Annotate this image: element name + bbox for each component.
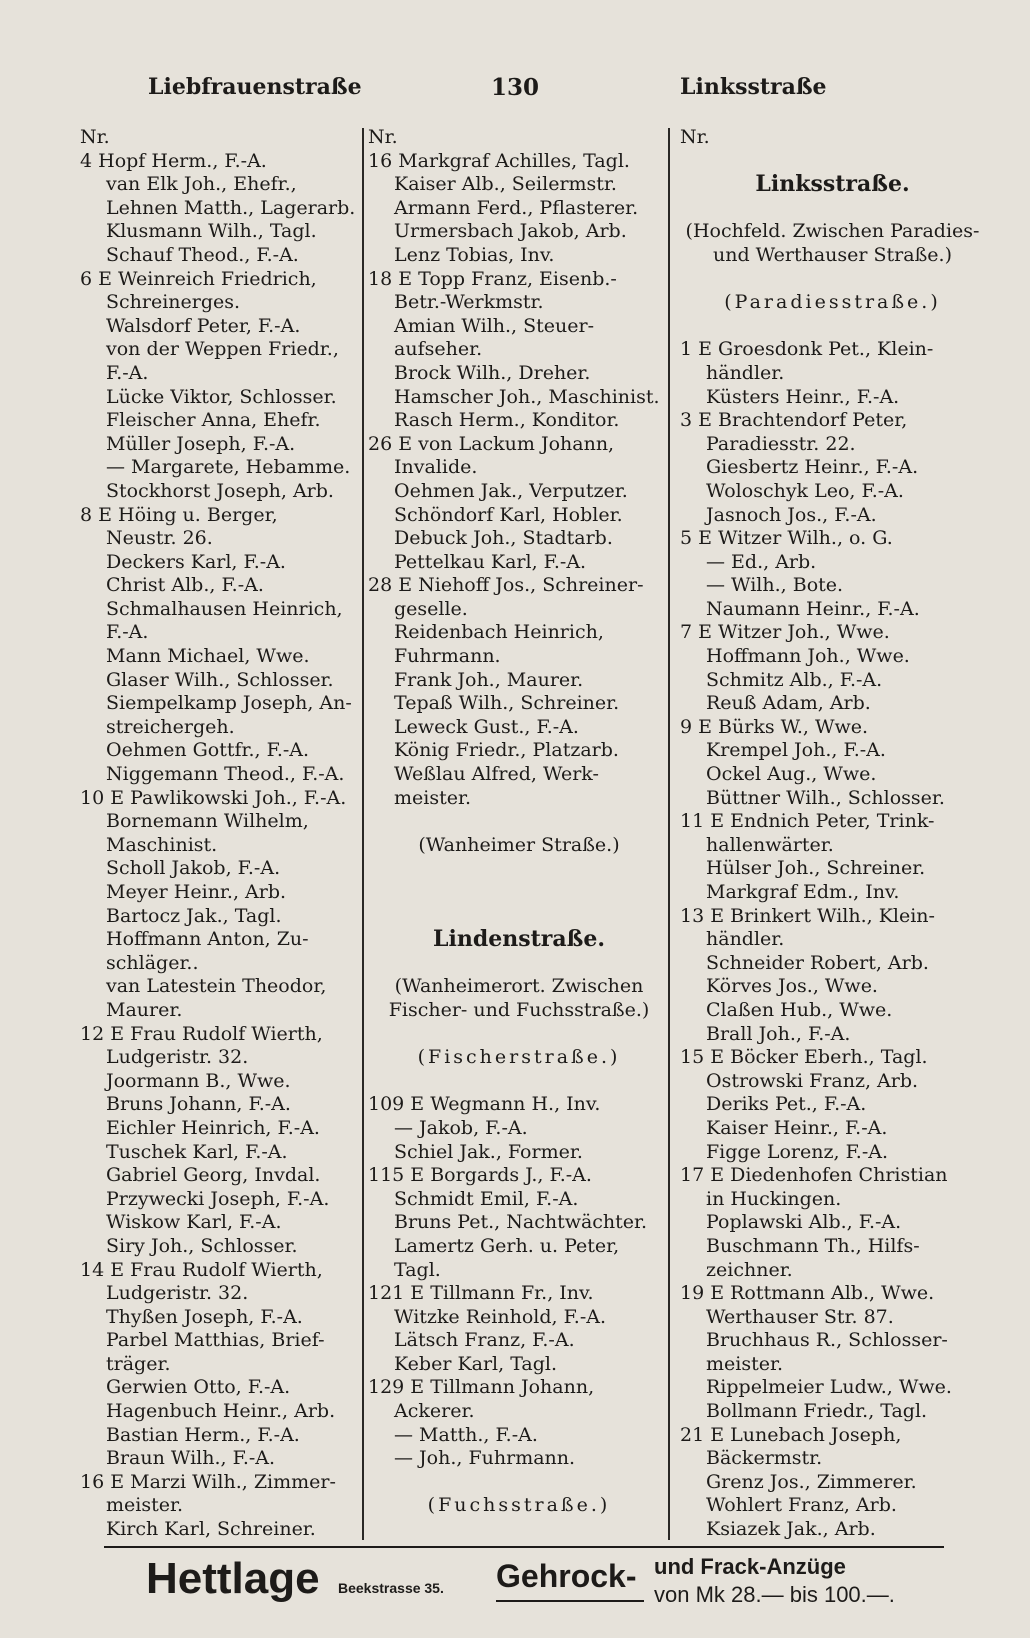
entry-line: (Wanheimerort. Zwischen — [394, 975, 644, 998]
entry-line — [368, 1023, 670, 1047]
entry-line: und Werthauser Straße.) — [713, 243, 952, 266]
entry-line: Wohlert Franz, Arb. — [706, 1494, 897, 1517]
entry-line: Braun Wilh., F.-A. — [106, 1447, 276, 1470]
entry-line: Neustr. 26. — [106, 527, 213, 550]
entry-line: (Wanheimer Straße.) — [418, 833, 620, 856]
entry-line: händler. — [706, 928, 785, 951]
entry-line: Urmersbach Jakob, Arb. — [394, 220, 627, 243]
column-3 — [680, 126, 985, 1542]
entry-line: Schneider Robert, Arb. — [706, 951, 929, 974]
entry-line: Poplawski Alb., F.-A. — [706, 1211, 902, 1234]
entry-line: Hoffmann Joh., Wwe. — [706, 645, 910, 668]
entry-line: hallenwärter. — [706, 833, 834, 856]
entry-line: Debuck Joh., Stadtarb. — [394, 527, 613, 550]
ad-product-underline — [496, 1600, 644, 1602]
entry-line: 5 E Witzer Wilh., o. G. — [680, 527, 893, 550]
entry-line: Wiskow Karl, F.-A. — [106, 1211, 282, 1234]
entry-line: 129 E Tillmann Johann, — [368, 1376, 595, 1399]
entry-line: Ockel Aug., Wwe. — [706, 763, 877, 786]
entry-line: 121 E Tillmann Fr., Inv. — [368, 1282, 594, 1305]
entry-line: van Latestein Theodor, — [106, 975, 327, 998]
entry-line: (Paradiesstraße.) — [724, 291, 941, 314]
entry-line: 28 E Niehoff Jos., Schreiner- — [368, 574, 644, 597]
entry-line: schläger.. — [106, 951, 199, 974]
entry-line: Deckers Karl, F.-A. — [106, 550, 286, 573]
entry-line: Giesbertz Heinr., F.-A. — [706, 456, 919, 479]
entry-line: Ludgeristr. 32. — [106, 1046, 249, 1069]
entry-line: 19 E Rottmann Alb., Wwe. — [680, 1282, 935, 1305]
entry-line: 16 Markgraf Achilles, Tagl. — [368, 149, 630, 172]
entry-line: Schöndorf Karl, Hobler. — [394, 503, 623, 526]
entry-line: Woloschyk Leo, F.-A. — [706, 479, 904, 502]
entry-line: Ostrowski Franz, Arb. — [706, 1069, 919, 1092]
entry-line: träger. — [106, 1352, 171, 1375]
entry-line: 4 Hopf Herm., F.-A. — [80, 149, 267, 172]
entry-line: Tuschek Karl, F.-A. — [106, 1140, 288, 1163]
entry-line: Ludgeristr. 32. — [106, 1282, 249, 1305]
entry-line: Mann Michael, Wwe. — [106, 645, 310, 668]
entry-line: Maurer. — [106, 998, 183, 1021]
entry-line: zeichner. — [706, 1258, 793, 1281]
entry-line — [368, 810, 670, 834]
entry-line: händler. — [706, 361, 785, 384]
entry-line: Bruchhaus R., Schlosser- — [706, 1329, 948, 1352]
entry-line: Buschmann Th., Hilfs- — [706, 1234, 920, 1257]
entry-line: streichergeh. — [106, 715, 235, 738]
entry-line: — Matth., F.-A. — [394, 1423, 538, 1446]
entry-line: 11 E Endnich Peter, Trink- — [680, 810, 935, 833]
entry-line: 14 E Frau Rudolf Wierth, — [80, 1258, 323, 1281]
entry-line: 17 E Diedenhofen Christian — [680, 1164, 948, 1187]
entry-line: Linksstraße. — [755, 173, 910, 197]
entry-line: aufseher. — [394, 338, 483, 361]
entry-line: 21 E Lunebach Joseph, — [680, 1423, 902, 1446]
entry-line: König Friedr., Platzarb. — [394, 739, 619, 762]
entry-line: Fleischer Anna, Ehefr. — [106, 409, 321, 432]
entry-line: Klusmann Wilh., Tagl. — [106, 220, 317, 243]
entry-line: Witzke Reinhold, F.-A. — [394, 1305, 607, 1328]
entry-line: Bäckermstr. — [706, 1447, 823, 1470]
entry-line: Meyer Heinr., Arb. — [106, 881, 287, 903]
entry-line: Paradiesstr. 22. — [706, 432, 856, 455]
advertisement-footer — [140, 1552, 1000, 1628]
entry-line: 16 E Marzi Wilh., Zimmer- — [80, 1470, 336, 1493]
entry-line: Reidenbach Heinrich, — [394, 621, 604, 644]
entry-line — [368, 881, 670, 905]
entry-line: Nr. — [80, 126, 110, 148]
entry-line: Claßen Hub., Wwe. — [706, 998, 893, 1021]
entry-line: Hülser Joh., Schreiner. — [706, 857, 926, 880]
entry-line: Schmidt Emil, F.-A. — [394, 1187, 579, 1210]
entry-line: 13 E Brinkert Wilh., Klein- — [680, 904, 935, 927]
entry-line: Kirch Karl, Schreiner. — [106, 1518, 316, 1541]
entry-line: 115 E Borgards J., F.-A. — [368, 1164, 592, 1187]
ad-product-line2: von Mk 28.— bis 100.—. — [654, 1582, 895, 1607]
entry-line: Eichler Heinrich, F.-A. — [106, 1116, 320, 1139]
column-2 — [368, 126, 670, 1518]
entry-line: Siry Joh., Schlosser. — [106, 1234, 298, 1257]
entry-line: Nr. — [368, 126, 398, 148]
entry-line: Küsters Heinr., F.-A. — [706, 385, 900, 408]
entry-line — [368, 905, 670, 929]
ad-brand: Hettlage — [146, 1554, 320, 1603]
entry-line: Brock Wilh., Dreher. — [394, 361, 591, 384]
entry-line: Körves Jos., Wwe. — [706, 975, 878, 998]
entry-line: F.-A. — [106, 621, 149, 644]
entry-line: Thyßen Joseph, F.-A. — [106, 1305, 303, 1328]
entry-line: meister. — [706, 1352, 784, 1375]
entry-line: Gerwien Otto, F.-A. — [106, 1376, 291, 1399]
entry-line: Parbel Matthias, Brief- — [106, 1329, 325, 1352]
entry-line: Markgraf Edm., Inv. — [706, 881, 900, 903]
ad-product: Gehrock- — [496, 1558, 637, 1594]
entry-line: — Wilh., Bote. — [706, 574, 844, 597]
entry-line: Schauf Theod., F.-A. — [106, 243, 299, 266]
entry-line: 6 E Weinreich Friedrich, — [80, 267, 317, 290]
entry-line: Ksiazek Jak., Arb. — [706, 1518, 876, 1541]
footer-rule — [104, 1546, 944, 1548]
entry-line: Keber Karl, Tagl. — [394, 1352, 558, 1375]
entry-line: Stockhorst Joseph, Arb. — [106, 479, 334, 502]
entry-line: Lenz Tobias, Inv. — [394, 243, 555, 266]
entry-line — [368, 1070, 670, 1094]
entry-line: Christ Alb., F.-A. — [106, 574, 264, 597]
entry-line: — Jakob, F.-A. — [394, 1116, 528, 1139]
entry-line: Werthauser Str. 87. — [706, 1305, 894, 1328]
entry-line: — Ed., Arb. — [706, 550, 817, 573]
entry-line: Jasnoch Jos., F.-A. — [706, 503, 877, 526]
entry-line: Schmalhausen Heinrich, — [106, 597, 343, 620]
entry-line: Maschinist. — [106, 833, 218, 856]
entry-line: van Elk Joh., Ehefr., — [106, 173, 297, 196]
entry-line: Amian Wilh., Steuer- — [394, 314, 595, 337]
left-street-header: Liebfrauenstraße — [148, 74, 362, 100]
entry-line: Oehmen Gottfr., F.-A. — [106, 739, 310, 762]
entry-line: in Huckingen. — [706, 1187, 842, 1210]
entry-line — [680, 315, 985, 339]
entry-line: Müller Joseph, F.-A. — [106, 432, 296, 455]
entry-line — [368, 1471, 670, 1495]
entry-line: Rippelmeier Ludw., Wwe. — [706, 1376, 952, 1399]
entry-line: Walsdorf Peter, F.-A. — [106, 314, 301, 337]
page-number: 130 — [490, 74, 539, 101]
entry-line: — Joh., Fuhrmann. — [394, 1447, 576, 1470]
entry-line: Lätsch Franz, F.-A. — [394, 1329, 575, 1352]
entry-line: Reuß Adam, Arb. — [706, 692, 871, 715]
entry-line: Lücke Viktor, Schlosser. — [106, 385, 337, 408]
entry-line: Oehmen Jak., Verputzer. — [394, 479, 628, 502]
entry-line: Naumann Heinr., F.-A. — [706, 597, 920, 620]
entry-line: meister. — [394, 786, 472, 809]
entry-line: Armann Ferd., Pflasterer. — [394, 196, 639, 219]
entry-line: Hagenbuch Heinr., Arb. — [106, 1400, 336, 1423]
entry-line: Figge Lorenz, F.-A. — [706, 1140, 889, 1163]
entry-line: Schmitz Alb., F.-A. — [706, 668, 883, 691]
entry-line: Leweck Gust., F.-A. — [394, 715, 579, 738]
ad-product-line1: und Frack-Anzüge — [654, 1554, 846, 1579]
entry-line: (Fischerstraße.) — [417, 1046, 621, 1069]
entry-line: Niggemann Theod., F.-A. — [106, 763, 345, 786]
entry-line: 9 E Bürks W., Wwe. — [680, 715, 869, 738]
entry-line — [368, 857, 670, 881]
column-1 — [80, 126, 370, 1542]
entry-line: 1 E Groesdonk Pet., Klein- — [680, 338, 934, 361]
entry-line: Tepaß Wilh., Schreiner. — [394, 692, 620, 715]
entry-line: Nr. — [680, 126, 710, 148]
entry-line: Rasch Herm., Konditor. — [394, 409, 620, 432]
entry-line: 15 E Böcker Eberh., Tagl. — [680, 1046, 928, 1069]
entry-line: Fuhrmann. — [394, 645, 501, 668]
entry-line: Krempel Joh., F.-A. — [706, 739, 886, 762]
entry-line: Gabriel Georg, Invdal. — [106, 1164, 321, 1187]
entry-line: Przywecki Joseph, F.-A. — [106, 1187, 330, 1210]
entry-line: (Fuchsstraße.) — [427, 1494, 611, 1517]
entry-line: Lamertz Gerh. u. Peter, — [394, 1234, 620, 1257]
entry-line: Bartocz Jak., Tagl. — [106, 904, 282, 927]
entry-line: Lehnen Matth., Lagerarb. — [106, 196, 356, 219]
entry-line — [680, 197, 985, 221]
entry-line: Schreinerges. — [106, 291, 241, 314]
entry-line: Hamscher Joh., Maschinist. — [394, 385, 660, 408]
entry-line: Lindenstraße. — [433, 928, 605, 952]
entry-line: Schiel Jak., Former. — [394, 1140, 583, 1163]
entry-line: 26 E von Lackum Johann, — [368, 432, 615, 455]
entry-line: geselle. — [394, 597, 468, 620]
entry-line: von der Weppen Friedr., — [106, 338, 339, 361]
right-street-header: Linksstraße — [680, 74, 827, 100]
entry-line: Kaiser Heinr., F.-A. — [706, 1116, 888, 1139]
entry-line — [680, 268, 985, 292]
entry-line: meister. — [106, 1494, 184, 1517]
entry-line: Ackerer. — [394, 1400, 475, 1423]
entry-line: Glaser Wilh., Schlosser. — [106, 668, 334, 691]
entry-line: Bruns Pet., Nachtwächter. — [394, 1211, 648, 1234]
entry-line: 109 E Wegmann H., Inv. — [368, 1093, 601, 1116]
entry-line: 18 E Topp Franz, Eisenb.- — [368, 267, 617, 290]
entry-line: Büttner Wilh., Schlosser. — [706, 786, 945, 809]
entry-line: Bollmann Friedr., Tagl. — [706, 1400, 928, 1423]
entry-line: Scholl Jakob, F.-A. — [106, 857, 281, 880]
entry-line: Betr.-Werkmstr. — [394, 291, 544, 314]
entry-line: 3 E Brachtendorf Peter, — [680, 409, 908, 432]
entry-line: 10 E Pawlikowski Joh., F.-A. — [80, 786, 347, 809]
entry-line: Weßlau Alfred, Werk- — [394, 763, 599, 786]
entry-line: Tagl. — [394, 1258, 441, 1281]
entry-line: Deriks Pet., F.-A. — [706, 1093, 867, 1116]
entry-line: Siempelkamp Joseph, An- — [106, 692, 352, 715]
entry-line: — Margarete, Hebamme. — [106, 456, 351, 479]
entry-line: Pettelkau Karl, F.-A. — [394, 550, 587, 573]
entry-line: Bruns Johann, F.-A. — [106, 1093, 291, 1116]
entry-line: Grenz Jos., Zimmerer. — [706, 1470, 917, 1493]
entry-line: Frank Joh., Maurer. — [394, 668, 584, 691]
entry-line — [368, 952, 670, 976]
entry-line: F.-A. — [106, 361, 149, 384]
entry-line: Brall Joh., F.-A. — [706, 1022, 851, 1045]
entry-line: (Hochfeld. Zwischen Paradies- — [685, 220, 980, 243]
entry-line: Fischer- und Fuchsstraße.) — [388, 998, 650, 1021]
entry-line: Joormann B., Wwe. — [106, 1069, 291, 1092]
ad-address: Beekstrasse 35. — [338, 1580, 444, 1596]
entry-line — [680, 150, 985, 174]
entry-line: Invalide. — [394, 456, 478, 479]
entry-line: Bastian Herm., F.-A. — [106, 1423, 300, 1446]
entry-line: Kaiser Alb., Seilermstr. — [394, 173, 617, 196]
entry-line: Hoffmann Anton, Zu- — [106, 928, 309, 951]
entry-line: Bornemann Wilhelm, — [106, 810, 309, 833]
entry-line: 7 E Witzer Joh., Wwe. — [680, 621, 890, 644]
entry-line: 8 E Höing u. Berger, — [80, 503, 278, 526]
entry-line: 12 E Frau Rudolf Wierth, — [80, 1022, 323, 1045]
